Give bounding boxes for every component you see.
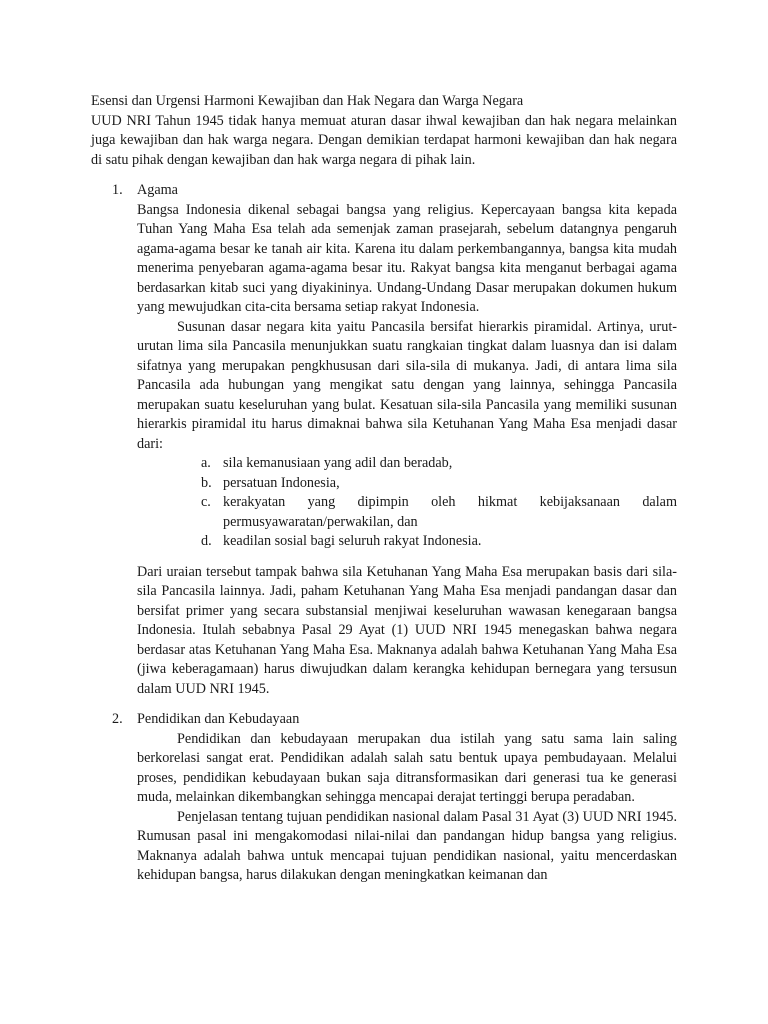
list-item-text: persatuan Indonesia, (223, 474, 340, 491)
sila-list (137, 454, 677, 552)
section-paragraph: Bangsa Indonesia dikenal sebagai bangsa yang religius. Kepercayaan bangsa kita kepada Tuhan Yang Maha Esa telah ada semenjak zaman prasejarah, sebelum datangnya pengaruh agama-agama besar ke tanah air kita. Karena itu dalam perkembangannya, bangsa kita mudah menerima penyebaran agama-agama besar itu. Rakyat bangsa kita menganut berbagai agama berdasarkan kitab suci yang diyakininya. Undang-Undang Dasar merupakan dokumen hukum yang mewujudkan cita-cita bersama setiap rakyat Indonesia. (137, 201, 677, 315)
list-item (201, 532, 677, 552)
list-item (201, 493, 677, 532)
list-item-letter: c. (201, 494, 211, 510)
intro-paragraph: UUD NRI Tahun 1945 tidak hanya memuat aturan dasar ihwal kewajiban dan hak negara melainkan juga kewajiban dan hak warga negara. Dengan demikian terdapat harmoni kewajiban dan hak negara di satu pihak dengan kewajiban dan hak warga negara di pihak lain. (91, 112, 677, 168)
list-item-letter: a. (201, 455, 211, 471)
list-item (201, 474, 677, 494)
document-page (91, 92, 677, 886)
section-heading: Pendidikan dan Kebudayaan (137, 711, 300, 727)
list-item-text: keadilan sosial bagi seluruh rakyat Indonesia. (223, 533, 482, 549)
list-item-text: sila kemanusiaan yang adil dan beradab, (223, 455, 453, 471)
list-item-letter: d. (201, 533, 212, 549)
section-paragraph: Penjelasan tentang tujuan pendidikan nasional dalam Pasal 31 Ayat (3) UUD NRI 1945. Rumusan pasal ini mengakomodasi nilai-nilai dan pandangan hidup bangsa yang religius. Maknanya adalah bahwa untuk mencapai tujuan pendidikan nasional, yaitu mencerdaskan kehidupan bangsa, harus dilakukan dengan meningkatkan keimanan dan (137, 808, 677, 883)
section-paragraph: Dari uraian tersebut tampak bahwa sila Ketuhanan Yang Maha Esa merupakan basis dari sila-sila Pancasila lainnya. Jadi, paham Ketuhanan Yang Maha Esa menjadi pandangan dasar dan bersifat primer yang secara substansial menjiwai keseluruhan wawasan kenegaraan bangsa Indonesia. Itulah sebabnya Pasal 29 Ayat (1) UUD NRI 1945 menegaskan bahwa negara berdasar atas Ketuhanan Yang Maha Esa. Maknanya adalah bahwa Ketuhanan Yang Maha Esa (jiwa keberagamaan) harus diwujudkan dalam kerangka kehidupan bernegara yang tersusun dalam UUD NRI 1945. (137, 563, 677, 697)
section-agama (91, 181, 677, 699)
list-item-letter: b. (201, 474, 212, 491)
document-title: Esensi dan Urgensi Harmoni Kewajiban dan Hak Negara dan Warga Negara (91, 93, 524, 109)
section-paragraph: Pendidikan dan kebudayaan merupakan dua istilah yang satu sama lain saling berkorelasi sangat erat. Pendidikan adalah salah satu bentuk upaya pembudayaan. Melalui proses, pendidikan kebudayaan bukan saja ditransformasikan dari generasi tua ke generasi muda, melainkan dikembangkan sehingga mencapai derajat tertinggi berupa peradaban. (137, 730, 677, 805)
list-item-text: kerakyatan yang dipimpin oleh hikmat kebijaksanaan dalam permusyawaratan/perwakilan, dan (223, 494, 677, 530)
section-number: 1. (112, 182, 123, 198)
list-item (201, 454, 677, 474)
section-paragraph: Susunan dasar negara kita yaitu Pancasila bersifat hierarkis piramidal. Artinya, urut-urutan lima sila Pancasila menunjukkan suatu rangkaian tingkat dalam luasnya dan isi dalam sifatnya yang merupakan pengkhususan dari sila-sila di mukanya. Jadi, di antara lima sila Pancasila ada hubungan yang mengikat satu dengan yang lainnya, sehingga Pancasila merupakan suatu keseluruhan yang bulat. Kesatuan sila-sila Pancasila yang memiliki susunan hierarkis piramidal itu harus dimaknai bahwa sila Ketuhanan Yang Maha Esa menjadi dasar dari: (137, 318, 677, 452)
section-number: 2. (112, 711, 123, 727)
section-heading: Agama (137, 182, 178, 198)
section-pendidikan-kebudayaan (91, 710, 677, 886)
